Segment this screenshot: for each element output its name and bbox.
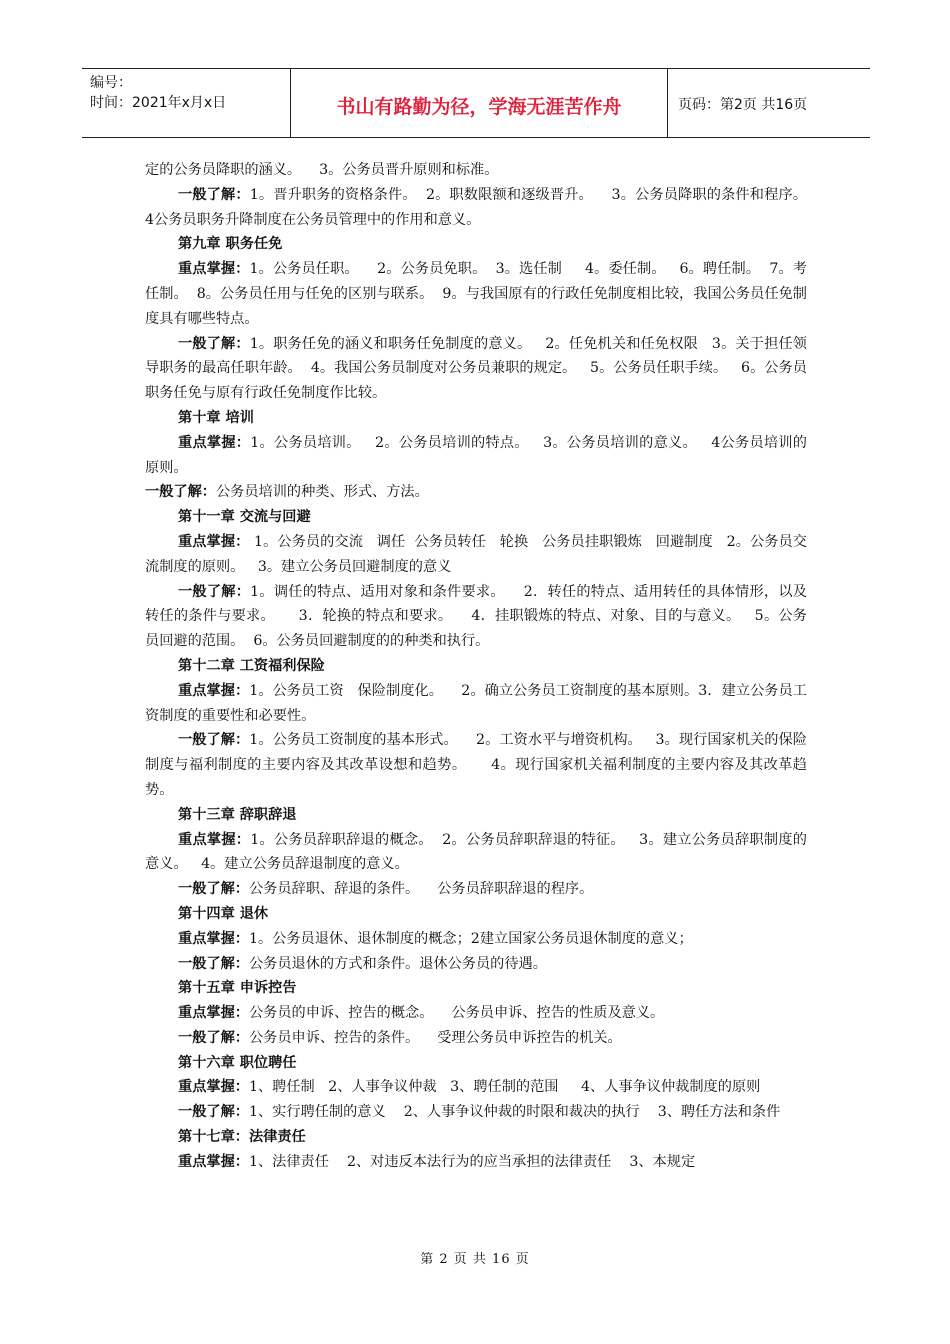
paragraph-heading: 重点掌握： xyxy=(178,1153,249,1170)
header-meta-cell xyxy=(82,69,291,137)
paragraph xyxy=(145,902,807,927)
paragraph xyxy=(145,803,807,828)
paragraph xyxy=(145,1026,807,1051)
page-footer: 第 2 页 共 16 页 xyxy=(420,1252,530,1267)
paragraph-heading: 第十五章 申诉控告 xyxy=(178,980,297,997)
paragraph-heading: 一般了解： xyxy=(178,186,250,203)
paragraph-heading: 重点掌握： xyxy=(178,261,250,278)
paragraph-text: 1。公务员辞职辞退的概念。 2。公务员辞职辞退的特征。 3。建立公务员辞职制度的意义。 4。建立公务员辞退制度的意义。 xyxy=(145,831,807,873)
paragraph xyxy=(145,406,807,431)
paragraph xyxy=(145,877,807,902)
paragraph-text: 1。公务员工资 保险制度化。 2。确立公务员工资制度的基本原则。3．建立公务员工资制度的重要性和必要性。 xyxy=(145,682,807,724)
paragraph-heading: 一般了解： xyxy=(178,955,249,972)
paragraph-heading: 重点掌握： xyxy=(178,1005,249,1022)
paragraph-heading: 一般了解： xyxy=(178,732,250,749)
paragraph xyxy=(145,952,807,977)
paragraph xyxy=(145,158,807,183)
paragraph xyxy=(145,232,807,257)
paragraph-heading: 第十三章 辞职辞退 xyxy=(178,806,297,823)
paragraph xyxy=(145,728,807,802)
date-label: 时间：2021年x月x日 xyxy=(90,95,227,111)
document-body xyxy=(145,158,821,1175)
paragraph xyxy=(145,1075,807,1100)
motto: 书山有路勤为径，学海无涯苦作舟 xyxy=(291,69,668,137)
paragraph xyxy=(145,976,807,1001)
paragraph-text: 1、实行聘任制的意义 2、人事争议仲裁的时限和裁决的执行 3、聘任方法和条件 xyxy=(248,1104,781,1121)
paragraph-text: 1、聘任制 2、人事争议仲裁 3、聘任制的范围 4、人事争议仲裁制度的原则 xyxy=(248,1079,761,1096)
paragraph xyxy=(145,257,807,331)
paragraph-heading: 一般了解： xyxy=(178,583,251,600)
paragraph-heading: 一般了解： xyxy=(178,1029,249,1046)
paragraph xyxy=(145,1125,807,1150)
paragraph xyxy=(145,480,807,505)
paragraph xyxy=(145,1001,807,1026)
paragraph-heading: 第十二章 工资福利保险 xyxy=(178,657,325,674)
paragraph-heading: 一般了解： xyxy=(178,881,249,898)
paragraph-heading: 第十四章 退休 xyxy=(178,905,269,922)
paragraph-text: 1。公务员培训。 2。公务员培训的特点。 3。公务员培训的意义。 4公务员培训的原则。 xyxy=(145,434,807,476)
paragraph xyxy=(145,1100,807,1125)
paragraph-heading: 重点掌握： xyxy=(178,1079,249,1096)
paragraph-text: 公务员退休的方式和条件。退休公务员的待遇。 xyxy=(248,955,547,972)
paragraph-text: 公务员的申诉、控告的概念。 公务员申诉、控告的性质及意义。 xyxy=(248,1005,665,1022)
paragraph-heading: 第十一章 交流与回避 xyxy=(178,509,311,526)
paragraph-text: 1。调任的特点、适用对象和条件要求。 2．转任的特点、适用转任的具体情形，以及转任的条件与要求。 3．轮换的特点和要求。 4．挂职锻炼的特点、对象、目的与意义。 5。公务员回避的范围。 6。公务员回避制度的的种类和执行。 xyxy=(145,583,807,650)
paragraph-text: 公务员辞职、辞退的条件。 公务员辞职辞退的程序。 xyxy=(248,881,594,898)
paragraph-text: 1。公务员工资制度的基本形式。 2。工资水平与增资机构。 3。现行国家机关的保险制度与福利制度的主要内容及其改革设想和趋势。 4。现行国家机关福利制度的主要内容及其改革趋势。 xyxy=(145,732,807,798)
paragraph-heading: 重点掌握： xyxy=(178,831,251,848)
paragraph xyxy=(145,530,807,580)
paragraph-text: 公务员申诉、控告的条件。 受理公务员申诉控告的机关。 xyxy=(248,1029,622,1046)
paragraph-text: 1。晋升职务的资格条件。 2。职数限额和逐级晋升。 3。公务员降职的条件和程序。 4公务员职务升降制度在公务员管理中的作用和意义。 xyxy=(145,186,821,228)
paragraph-heading: 第九章 职务任免 xyxy=(178,236,283,253)
paragraph-text: 1。公务员的交流 调任 公务员转任 轮换 公务员挂职锻炼 回避制度 2。公务员交流制度的原则。 3。建立公务员回避制度的意义 xyxy=(145,533,807,575)
paragraph-heading: 重点掌握： xyxy=(178,533,250,550)
paragraph-heading: 一般了解： xyxy=(145,484,216,501)
code-label: 编号： xyxy=(90,75,132,91)
paragraph-text: 1。公务员任职。 2。公务员免职。 3。选任制 4。委任制。 6。聘任制。 7。考任制。 8。公务员任用与任免的区别与联系。 9。与我国原有的行政任免制度相比较，我国公务员任免制度具有哪些特点。 xyxy=(145,261,807,327)
header-table xyxy=(82,68,870,138)
paragraph-text: 1。公务员退休、退休制度的概念；2建立国家公务员退休制度的意义； xyxy=(248,930,693,947)
paragraph xyxy=(145,580,807,654)
paragraph-heading: 第十七章：法律责任 xyxy=(178,1129,306,1146)
paragraph-heading: 重点掌握： xyxy=(178,434,251,451)
paragraph-heading: 第十六章 职位聘任 xyxy=(178,1054,297,1071)
paragraph-heading: 重点掌握： xyxy=(178,930,249,947)
paragraph xyxy=(145,679,807,729)
paragraph xyxy=(145,828,807,878)
paragraph-heading: 一般了解： xyxy=(178,1104,249,1121)
paragraph xyxy=(145,927,807,952)
paragraph xyxy=(145,505,807,530)
paragraph xyxy=(145,1051,807,1076)
paragraph xyxy=(145,431,807,481)
paragraph-text: 公务员培训的种类、形式、方法。 xyxy=(215,484,429,501)
paragraph xyxy=(145,1150,807,1175)
paragraph-text: 1、法律责任 2、对违反本法行为的应当承担的法律责任 3、本规定 xyxy=(248,1153,696,1170)
paragraph xyxy=(145,183,821,233)
paragraph-heading: 一般了解： xyxy=(178,335,250,352)
paragraph-heading: 重点掌握： xyxy=(178,682,250,699)
paragraph-text: 1。职务任免的涵义和职务任免制度的意义。 2。任免机关和任免权限 3。关于担任领导职务的最高任职年龄。 4。我国公务员制度对公务员兼职的规定。 5。公务员任职手续。 6。公务员职务任免与原有行政任免制度作比较。 xyxy=(145,335,807,402)
paragraph xyxy=(145,332,807,406)
paragraph-heading: 第十章 培训 xyxy=(178,409,254,426)
paragraph-text: 定的公务员降职的涵义。 3。公务员晋升原则和标准。 xyxy=(145,162,499,178)
paragraph xyxy=(145,654,807,679)
page-label: 页码：第2页 共16页 xyxy=(678,97,808,113)
